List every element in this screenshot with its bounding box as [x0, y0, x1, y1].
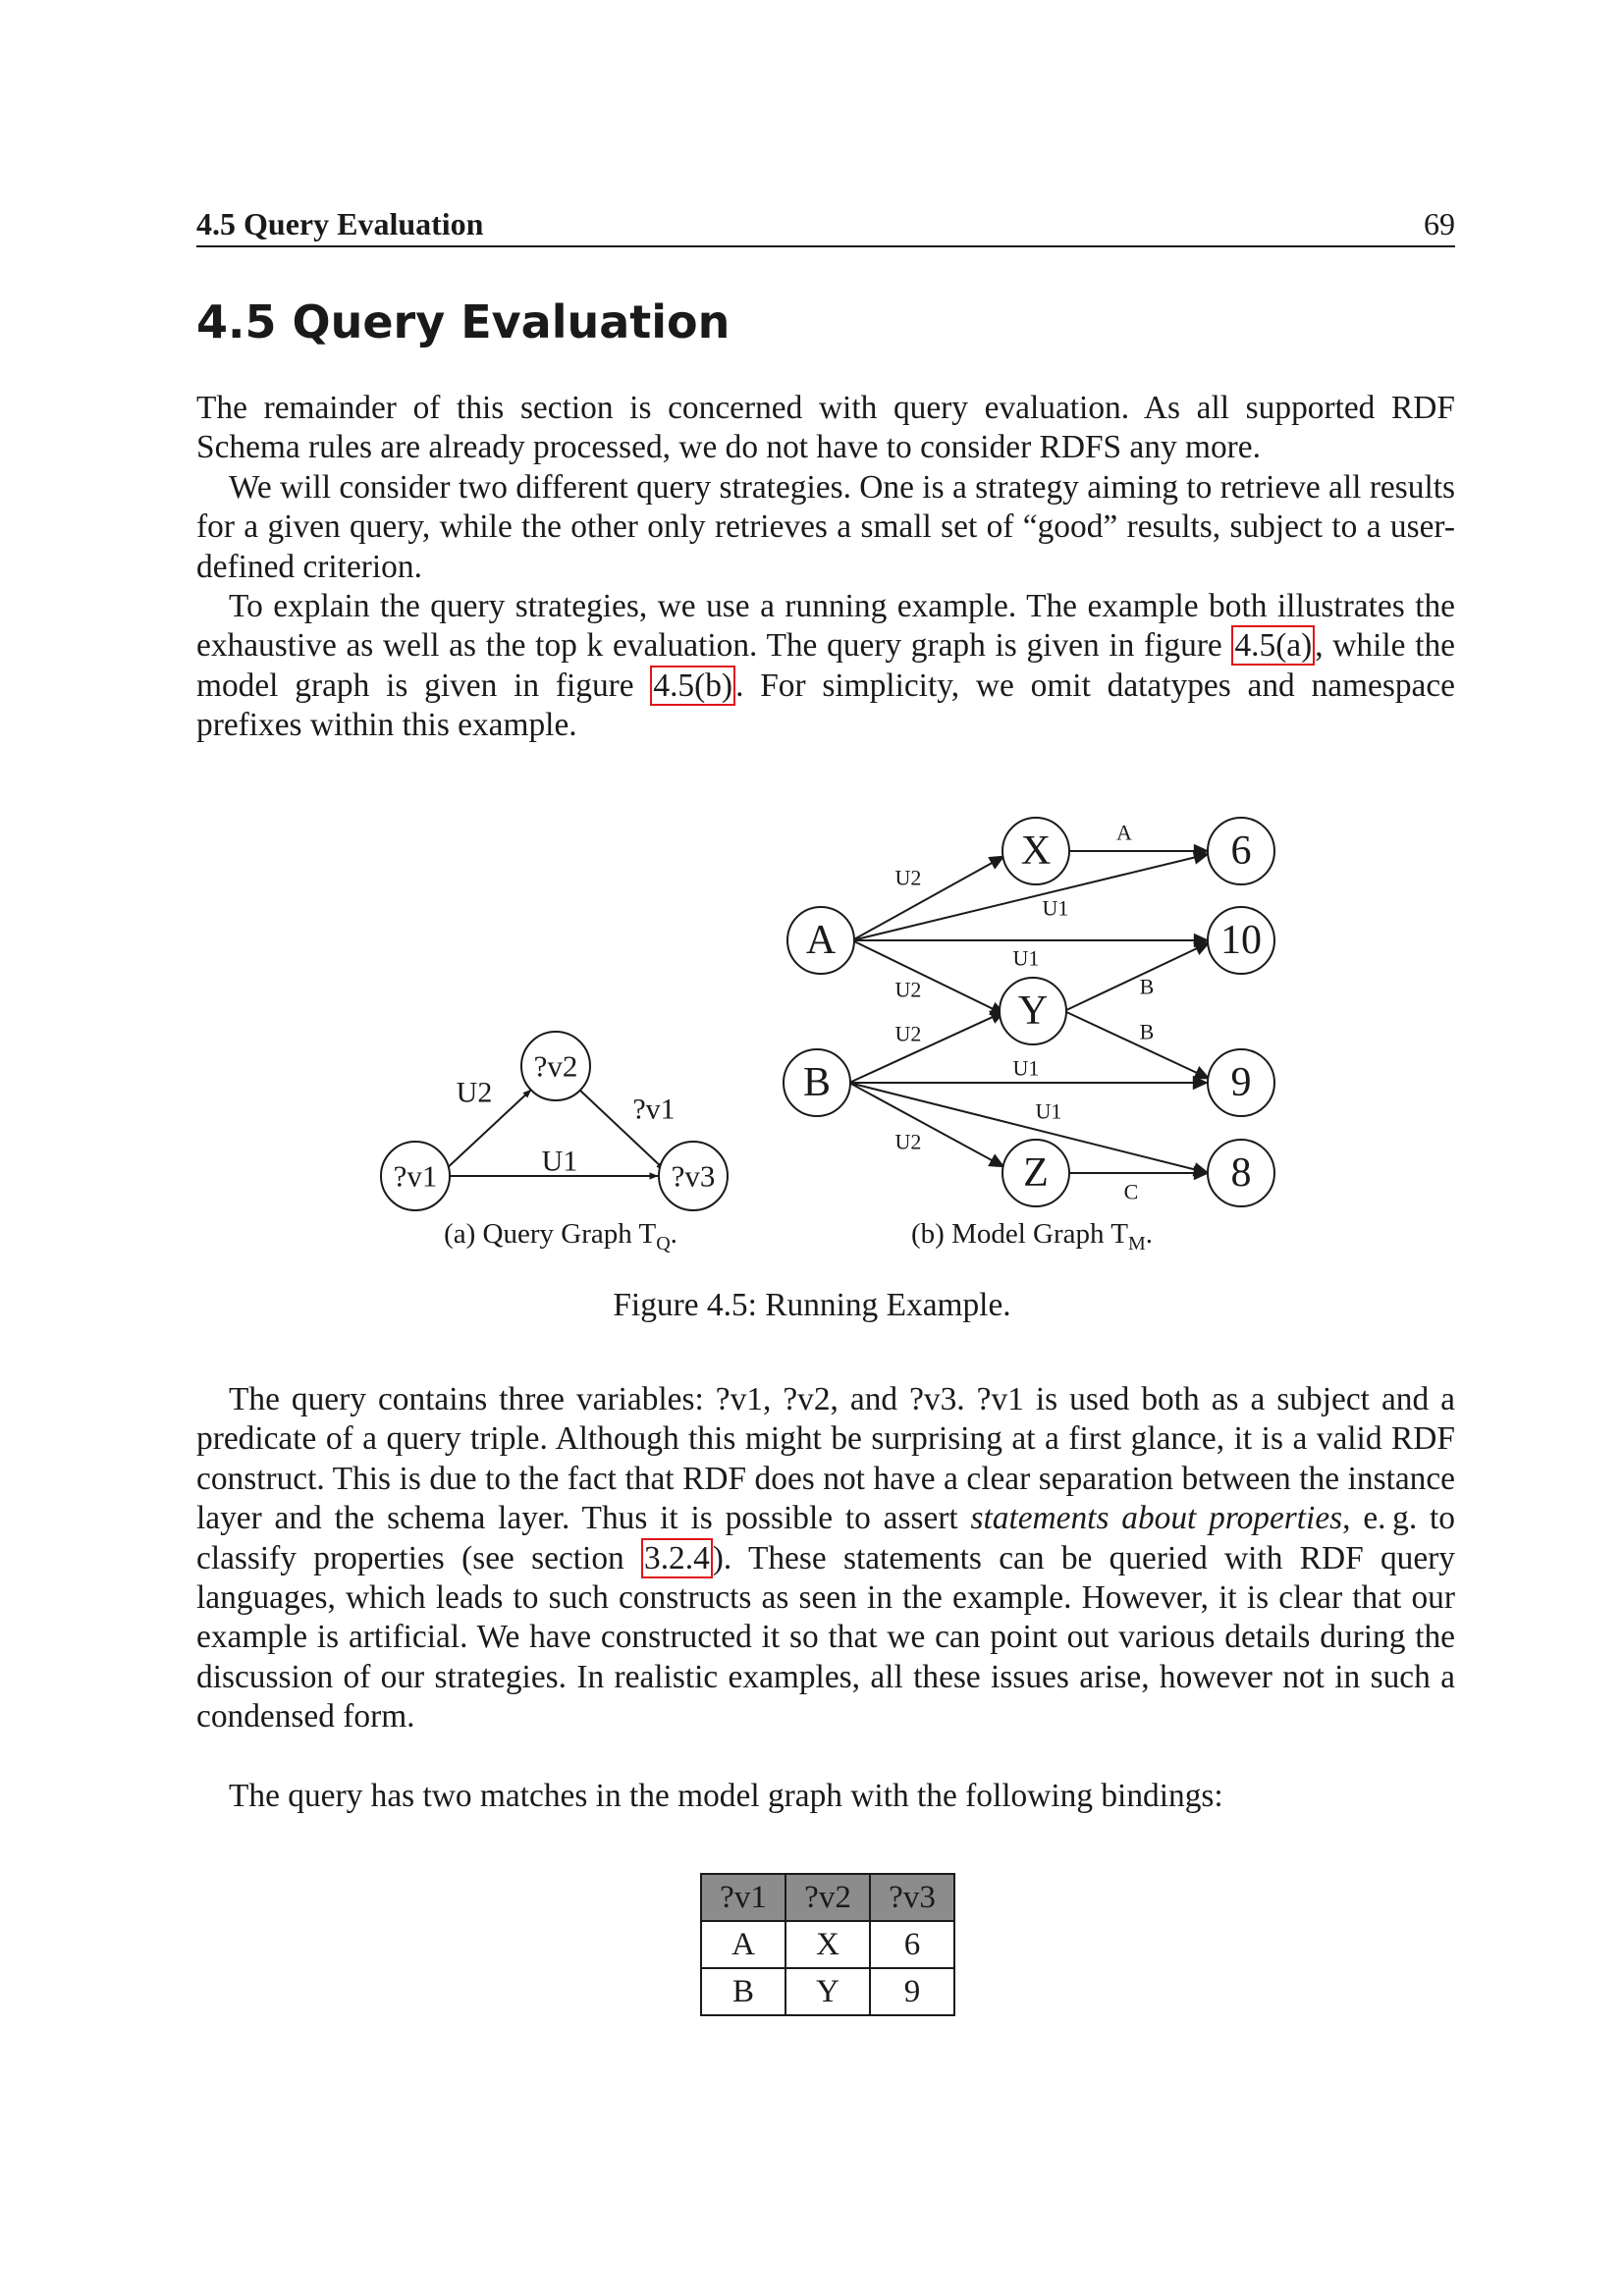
q-node-label: ?v2	[533, 1048, 578, 1084]
table-row	[701, 1968, 954, 2015]
paragraph-strategies	[196, 468, 1455, 587]
m-node-label: 9	[1230, 1060, 1252, 1105]
q-node-label: ?v1	[393, 1158, 438, 1194]
table-cell: B	[701, 1968, 785, 2015]
bindings-table	[700, 1873, 955, 2016]
m-edge-y-10	[1064, 942, 1210, 1011]
m-node-label: 10	[1220, 918, 1262, 963]
table-cell: 9	[870, 1968, 954, 2015]
m-node-label: 6	[1230, 828, 1252, 874]
table-cell: 6	[870, 1921, 954, 1968]
m-edge-b-y	[849, 1011, 1005, 1083]
paragraph-text: , while the model graph is given in figure	[196, 627, 1455, 704]
paragraph-matches	[196, 1777, 1455, 1816]
figure-link-4-5a[interactable]: 4.5(a)	[1231, 625, 1315, 666]
m-node-label: A	[805, 918, 837, 963]
subcaption-a-sub: Q	[656, 1233, 671, 1255]
m-edge-a-y	[852, 940, 1005, 1015]
paragraph-intro: The remainder of this section is concerned with query evaluation. As all supported RDF Schema rules are already processed, we do not have to consider RDFS any more.	[196, 390, 1455, 466]
m-edge-label: C	[1123, 1179, 1139, 1204]
q-edge-label: U1	[541, 1145, 578, 1178]
subcaption-a-text: (a) Query Graph T	[444, 1218, 657, 1250]
m-edge-label: B	[1139, 1019, 1155, 1044]
m-node-label: B	[802, 1060, 832, 1105]
paragraph-text: To explain the query strategies, we use a running example. The example both illustrates the exhaustive as well as the top k evaluation. The query graph is given in figure	[196, 588, 1455, 665]
subcaption-a	[444, 1218, 677, 1255]
m-node-label: X	[1020, 828, 1052, 874]
table-header-row	[701, 1874, 954, 1921]
table-cell: X	[785, 1921, 870, 1968]
figure-caption: Figure 4.5: Running Example.	[613, 1287, 1011, 1323]
paragraph-variables	[196, 1380, 1455, 1737]
paragraph-text: . For simplicity, we omit datatypes and namespace prefixes within this example.	[196, 667, 1455, 744]
q-edge-label: ?v1	[632, 1093, 676, 1126]
paragraph-strategies-text: We will consider two different query strategies. One is a strategy aiming to retrieve all results for a given query, while the other only retrieves a small set of “good” results, subject to a user-defined criterion.	[196, 469, 1455, 585]
subcaption-b-sub: M	[1127, 1233, 1146, 1255]
paragraph-text: The query contains three variables: ?v1, ?v2, and ?v3. ?v1 is used both as a subject and a predicate of a query triple. Although this might be surprising at a first glance, it is a valid RDF construct. This is due to the fact that RDF does not have a clear separation between the instance layer and the schema layer. Thus it is possible to assert	[196, 1381, 1455, 1537]
table-header-cell: ?v1	[701, 1874, 785, 1921]
m-edge-label: B	[1139, 974, 1155, 999]
q-edge-label: U2	[456, 1076, 493, 1109]
section-title: 4.5 Query Evaluation	[196, 295, 731, 348]
table-row	[701, 1921, 954, 1968]
m-edge-label: U2	[894, 1129, 922, 1154]
paragraph-text: ). These statements can be queried with RDF query languages, which leads to such constructs as seen in the example. However, it is clear that our example is artificial. We have constructed it so that we can point out various details during the discussion of our strategies. In realistic examples, all these issues arise, however not in such a condensed form.	[196, 1539, 1455, 1735]
paragraph-running-example	[196, 587, 1455, 746]
m-node-label: Y	[1017, 988, 1049, 1034]
table-header-cell: ?v3	[870, 1874, 954, 1921]
m-edge-label: U2	[894, 977, 922, 1002]
figure-link-4-5b[interactable]: 4.5(b)	[650, 666, 735, 706]
m-edge-b-z	[849, 1083, 1004, 1167]
subcaption-b	[911, 1218, 1153, 1255]
section-link-3-2-4[interactable]: 3.2.4	[641, 1538, 713, 1578]
table-cell: A	[701, 1921, 785, 1968]
m-edge-label: A	[1116, 820, 1132, 845]
m-edge-label: U2	[894, 1021, 922, 1046]
table-cell: Y	[785, 1968, 870, 2015]
m-edge-label: U1	[1035, 1098, 1062, 1124]
m-edge-label: U1	[1012, 1055, 1040, 1081]
running-head	[196, 202, 1455, 247]
m-edge-y-9	[1064, 1011, 1210, 1079]
m-node-label: Z	[1023, 1150, 1049, 1196]
q-node-label: ?v3	[671, 1158, 716, 1194]
m-edge-label: U2	[894, 865, 922, 890]
subcaption-b-text: (b) Model Graph T	[911, 1218, 1128, 1250]
running-head-section: 4.5 Query Evaluation	[196, 206, 484, 241]
paragraph-matches-text: The query has two matches in the model graph with the following bindings:	[229, 1778, 1223, 1814]
m-edge-label: U1	[1012, 945, 1040, 971]
figure-running-example	[353, 805, 1296, 1266]
m-edge-label: U1	[1042, 895, 1069, 921]
m-node-label: 8	[1230, 1150, 1252, 1196]
table-header-cell: ?v2	[785, 1874, 870, 1921]
subcaption-b-end: .	[1145, 1218, 1153, 1250]
m-edge-a-x	[852, 856, 1004, 940]
figure-graphs	[353, 805, 1296, 1266]
paragraph-emphasis: statements about properties	[970, 1500, 1343, 1537]
subcaption-a-end: .	[670, 1218, 677, 1250]
paragraph-text: , e. g. to classify properties (see section	[196, 1500, 1455, 1576]
page-number: 69	[1424, 206, 1455, 241]
